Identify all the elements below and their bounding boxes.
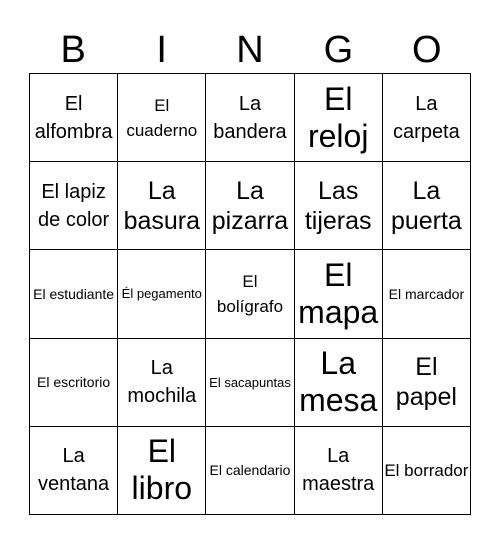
bingo-cell-r3c5[interactable] — [383, 250, 471, 338]
bingo-cell-r5c2[interactable] — [118, 427, 206, 515]
cell-text: La bandera — [213, 92, 287, 143]
cell-text: El libro — [131, 433, 193, 507]
bingo-cell-r5c1[interactable] — [30, 427, 118, 515]
cell-text: La puerta — [390, 176, 462, 235]
bingo-cell-r4c1[interactable] — [30, 339, 118, 427]
cell-text: El lapiz de color — [38, 180, 110, 231]
bingo-cell-r1c2[interactable] — [118, 74, 206, 162]
bingo-cell-r5c3[interactable] — [206, 427, 294, 515]
bingo-cell-r2c3[interactable] — [206, 162, 294, 250]
cell-text: El alfombra — [34, 92, 113, 143]
bingo-cell-r1c5[interactable] — [383, 74, 471, 162]
bingo-cell-r4c4[interactable] — [295, 339, 383, 427]
cell-text: La ventana — [38, 445, 110, 496]
cell-text: El mapa — [298, 256, 379, 330]
header-letter-i: I — [156, 29, 167, 71]
bingo-cell-r2c1[interactable] — [30, 162, 118, 250]
header-letter-n: N — [236, 29, 264, 71]
bingo-cell-r5c4[interactable] — [295, 427, 383, 515]
cell-text: El reloj — [307, 80, 369, 154]
cell-text: El marcador — [388, 285, 465, 302]
bingo-cell-r3c4[interactable] — [295, 250, 383, 338]
cell-text: La carpeta — [393, 92, 460, 143]
bingo-cell-r1c1[interactable] — [30, 74, 118, 162]
bingo-cell-r5c5[interactable] — [383, 427, 471, 515]
bingo-card-grid — [29, 73, 471, 515]
cell-text: El calendario — [209, 462, 291, 479]
cell-text: El borrador — [384, 460, 469, 480]
cell-text: La basura — [123, 176, 201, 235]
bingo-cell-r2c4[interactable] — [295, 162, 383, 250]
bingo-cell-r3c2[interactable] — [118, 250, 206, 338]
cell-text: La maestra — [302, 445, 375, 496]
header-letter-g: G — [323, 29, 354, 71]
cell-text: El escritorio — [37, 374, 111, 391]
bingo-cell-r1c4[interactable] — [295, 74, 383, 162]
bingo-cell-r4c2[interactable] — [118, 339, 206, 427]
header-letter-b: B — [60, 29, 86, 71]
cell-text: La mesa — [299, 345, 378, 419]
cell-text: La mochila — [127, 357, 197, 408]
cell-text: La pizarra — [211, 176, 289, 235]
bingo-cell-r4c5[interactable] — [383, 339, 471, 427]
bingo-cell-r4c3[interactable] — [206, 339, 294, 427]
cell-text: El bolígrafo — [216, 271, 284, 316]
cell-text: El sacapuntas — [209, 374, 291, 390]
bingo-header — [29, 26, 471, 74]
header-letter-o: O — [412, 29, 442, 71]
bingo-cell-r3c3[interactable] — [206, 250, 294, 338]
cell-text: El cuaderno — [126, 95, 198, 140]
bingo-cell-r2c2[interactable] — [118, 162, 206, 250]
bingo-cell-r3c1[interactable] — [30, 250, 118, 338]
cell-text: Él pegamento — [121, 286, 202, 302]
bingo-cell-r1c3[interactable] — [206, 74, 294, 162]
cell-text: El papel — [395, 353, 457, 412]
bingo-cell-r2c5[interactable] — [383, 162, 471, 250]
cell-text: Las tijeras — [304, 176, 372, 235]
cell-text: El estudiante — [33, 285, 115, 302]
